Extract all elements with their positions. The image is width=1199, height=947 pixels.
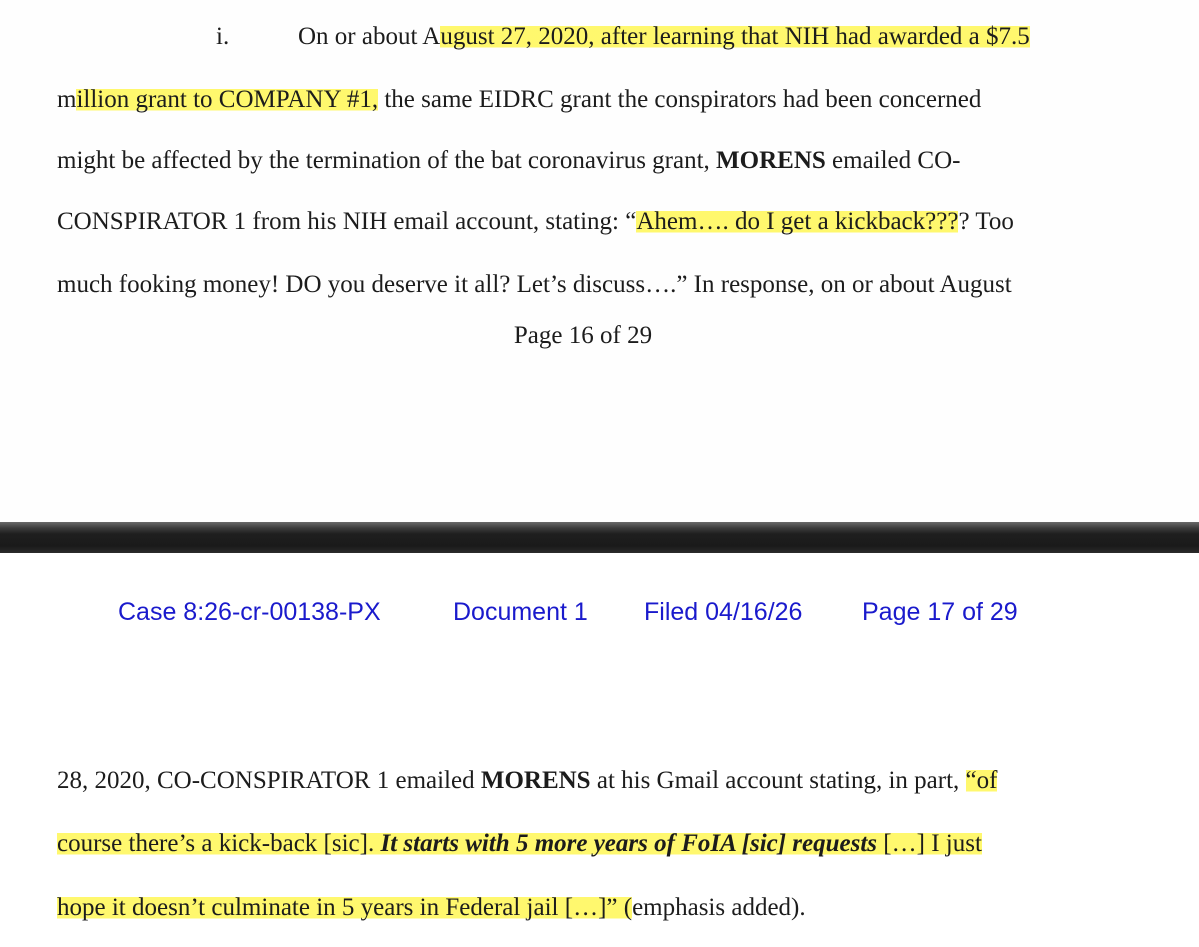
paragraph-line-5 (57, 270, 1012, 300)
paragraph-line-4 (57, 207, 1014, 237)
paragraph-line-3 (57, 146, 960, 176)
paragraph-line-7 (57, 829, 982, 859)
paragraph-line-8 (57, 893, 806, 923)
text-run: On or about A (298, 23, 441, 50)
highlighted-text: Ahem…. do I get a kickback??? (636, 208, 959, 235)
list-marker (216, 22, 229, 52)
highlighted-text: “of (965, 767, 998, 794)
header-page-number: Page 17 of 29 (862, 598, 1018, 626)
paragraph-line-2 (57, 85, 981, 115)
paragraph-line-6 (57, 766, 997, 796)
highlighted-text: ugust 27, 2020, after learning that NIH had awarded a $7.5 (440, 23, 1030, 50)
case-number: Case 8:26-cr-00138-PX (118, 598, 381, 626)
text-run: emailed CO- (825, 147, 961, 174)
page-number: Page 16 of 29 (513, 322, 653, 349)
text-run: CONSPIRATOR 1 from his NIH email account, stating: “ (57, 208, 637, 235)
highlighted-text: illion grant to COMPANY #1, (76, 86, 379, 113)
text-run: emphasis added). (632, 894, 806, 921)
document-number: Document 1 (453, 598, 588, 626)
text-run: 28, 2020, CO-CONSPIRATOR 1 emailed (57, 767, 481, 794)
list-marker-text: i. (216, 23, 230, 50)
text-run: m (57, 86, 77, 113)
text-run: much fooking money! DO you deserve it all? Let’s discuss….” In response, on or about August (57, 271, 1012, 298)
highlighted-text: course there’s a kick-back [sic]. (57, 830, 381, 857)
text-run: at his Gmail account stating, in part, (590, 767, 966, 794)
text-run: the same EIDRC grant the conspirators had been concerned (378, 86, 982, 113)
text-run: might be affected by the termination of the bat coronavirus grant, (57, 147, 717, 174)
paragraph-line-1 (298, 22, 1030, 52)
filed-date: Filed 04/16/26 (644, 598, 803, 626)
bold-name: MORENS (716, 147, 826, 174)
highlighted-emphasis: It starts with 5 more years of FoIA [sic] requests (380, 830, 878, 857)
highlighted-text: hope it doesn’t culminate in 5 years in Federal jail […]” ( (57, 894, 633, 921)
case-header (0, 598, 1199, 628)
text-run: ? Too (958, 208, 1014, 235)
page-divider (0, 522, 1199, 553)
bold-name: MORENS (480, 767, 591, 794)
highlighted-text: […] I just (877, 830, 982, 857)
